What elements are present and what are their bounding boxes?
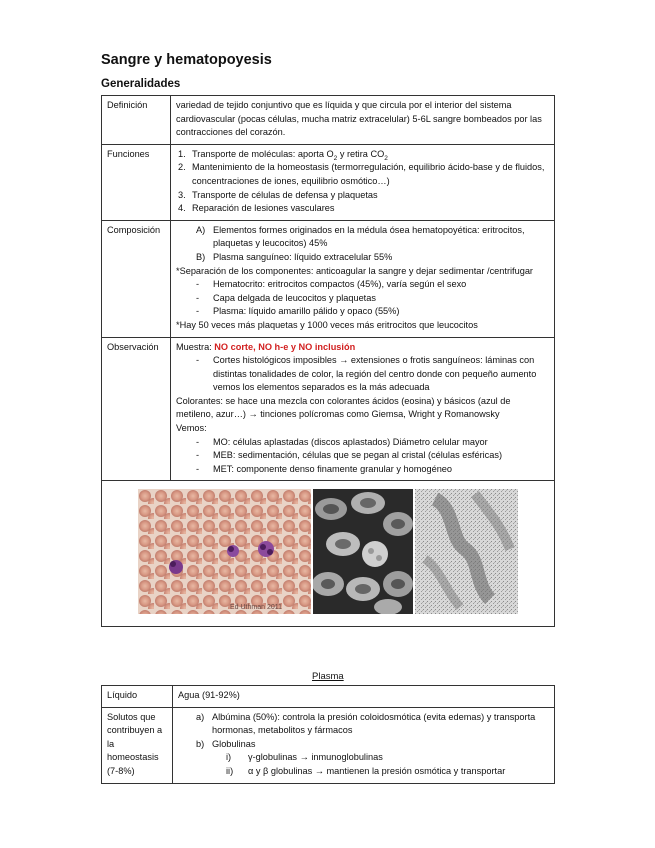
list-item: - Plasma: líquido amarillo pálido y opaco (55%): [196, 306, 400, 317]
list-item: A) Elementos formes originados en la médula ósea hematopoyética: eritrocitos, plaquetas y leucocitos) 45%: [196, 224, 525, 249]
list-item: 3. Transporte de células de defensa y plaquetas: [178, 189, 378, 200]
list-item: - MEB: sedimentación, células que se pegan al cristal (células esféricas): [196, 450, 503, 461]
functions-cell: [171, 144, 555, 220]
svg-text:Ed Uthman 2011: Ed Uthman 2011: [230, 604, 283, 612]
row-label: Definición: [102, 96, 171, 145]
row-label: Solutos que contribuyen a la homeostasis (7-8%): [102, 707, 173, 783]
list-item: 4. Reparación de lesiones vasculares: [178, 203, 335, 214]
observation-cell: [171, 337, 555, 481]
composition-cell: [171, 220, 555, 337]
tem-image: [415, 489, 518, 614]
list-item: - Cortes histológicos imposibles → extensiones o frotis sanguíneos: láminas con distintas tonalidades de color, la región del centro donde con pequeño aumento vemos los elementos separados es la más adecuada: [196, 355, 537, 393]
list-item: i) γ-globulinas → inmunoglobulinas: [226, 752, 383, 763]
separation-note: *Separación de los componentes: anticoagular la sangre y dejar sedimentar /centrifugar: [176, 265, 533, 276]
row-label: Composición: [102, 220, 171, 337]
plasma-heading: Plasma: [312, 671, 344, 682]
stains-text: Colorantes: se hace una mezcla con colorantes ácidos (eosina) y básicos (azul de metileno, azur…) → tinciones polícromas como Giemsa, Wright y Romanowsky: [176, 395, 511, 420]
blood-smear-image: [138, 489, 311, 614]
table-row: [102, 96, 555, 145]
table-row: [102, 686, 555, 708]
list-item: ii) α y β globulinas → mantienen la presión osmótica y transportar: [226, 765, 506, 776]
section-heading: Generalidades: [101, 78, 181, 90]
list-item: a) Albúmina (50%): controla la presión coloidosmótica (evita edemas) y transporta hormonas, metabolitos y fármacos: [196, 711, 536, 736]
table-row: [102, 337, 555, 481]
table-row: [102, 481, 555, 627]
sample-line: Muestra: NO corte, NO h-e y NO inclusión: [176, 341, 356, 352]
vemos-label: Vemos:: [176, 423, 207, 434]
row-label: Funciones: [102, 144, 171, 220]
list-item: 2. Mantenimiento de la homeostasis (termorregulación, equilibrio ácido-base y de fluidos, concentraciones de iones, equilibrio osmótico…): [178, 162, 545, 186]
list-item: - Capa delgada de leucocitos y plaquetas: [196, 292, 376, 303]
plasma-table: [101, 685, 555, 784]
ratio-note: *Hay 50 veces más plaquetas y 1000 veces más eritrocitos que leucocitos: [176, 319, 478, 330]
row-label: Observación: [102, 337, 171, 481]
page-title: Sangre y hematopoyesis: [101, 52, 272, 68]
list-item: - MET: componente denso finamente granular y homogéneo: [196, 463, 453, 474]
micrograph-row: [102, 481, 555, 627]
generalidades-table: [101, 95, 555, 627]
list-item: - Hematocrito: eritrocitos compactos (45%), varía según el sexo: [196, 279, 467, 290]
table-row: [102, 707, 555, 783]
definition-text: variedad de tejido conjuntivo que es líquida y que circula por el interior del sistema cardiovascular (pocas células, mucha matriz extracelular) 5-6L sangre bombeados por las contracciones del corazón.: [171, 96, 555, 145]
list-item: 1. Transporte de moléculas: aporta $O_2$ y retira $CO_2$: [178, 148, 388, 162]
table-row: [102, 144, 555, 220]
list-item: - MO: células aplastadas (discos aplastados) Diámetro celular mayor: [196, 436, 488, 447]
row-label: Líquido: [102, 686, 173, 708]
list-item: b) Globulinas: [196, 738, 256, 749]
table-row: [102, 220, 555, 337]
solutes-cell: [173, 707, 555, 783]
liquid-text: Agua (91-92%): [173, 686, 555, 708]
list-item: B) Plasma sanguíneo: líquido extracelular 55%: [196, 251, 393, 262]
sem-image: [313, 489, 413, 614]
